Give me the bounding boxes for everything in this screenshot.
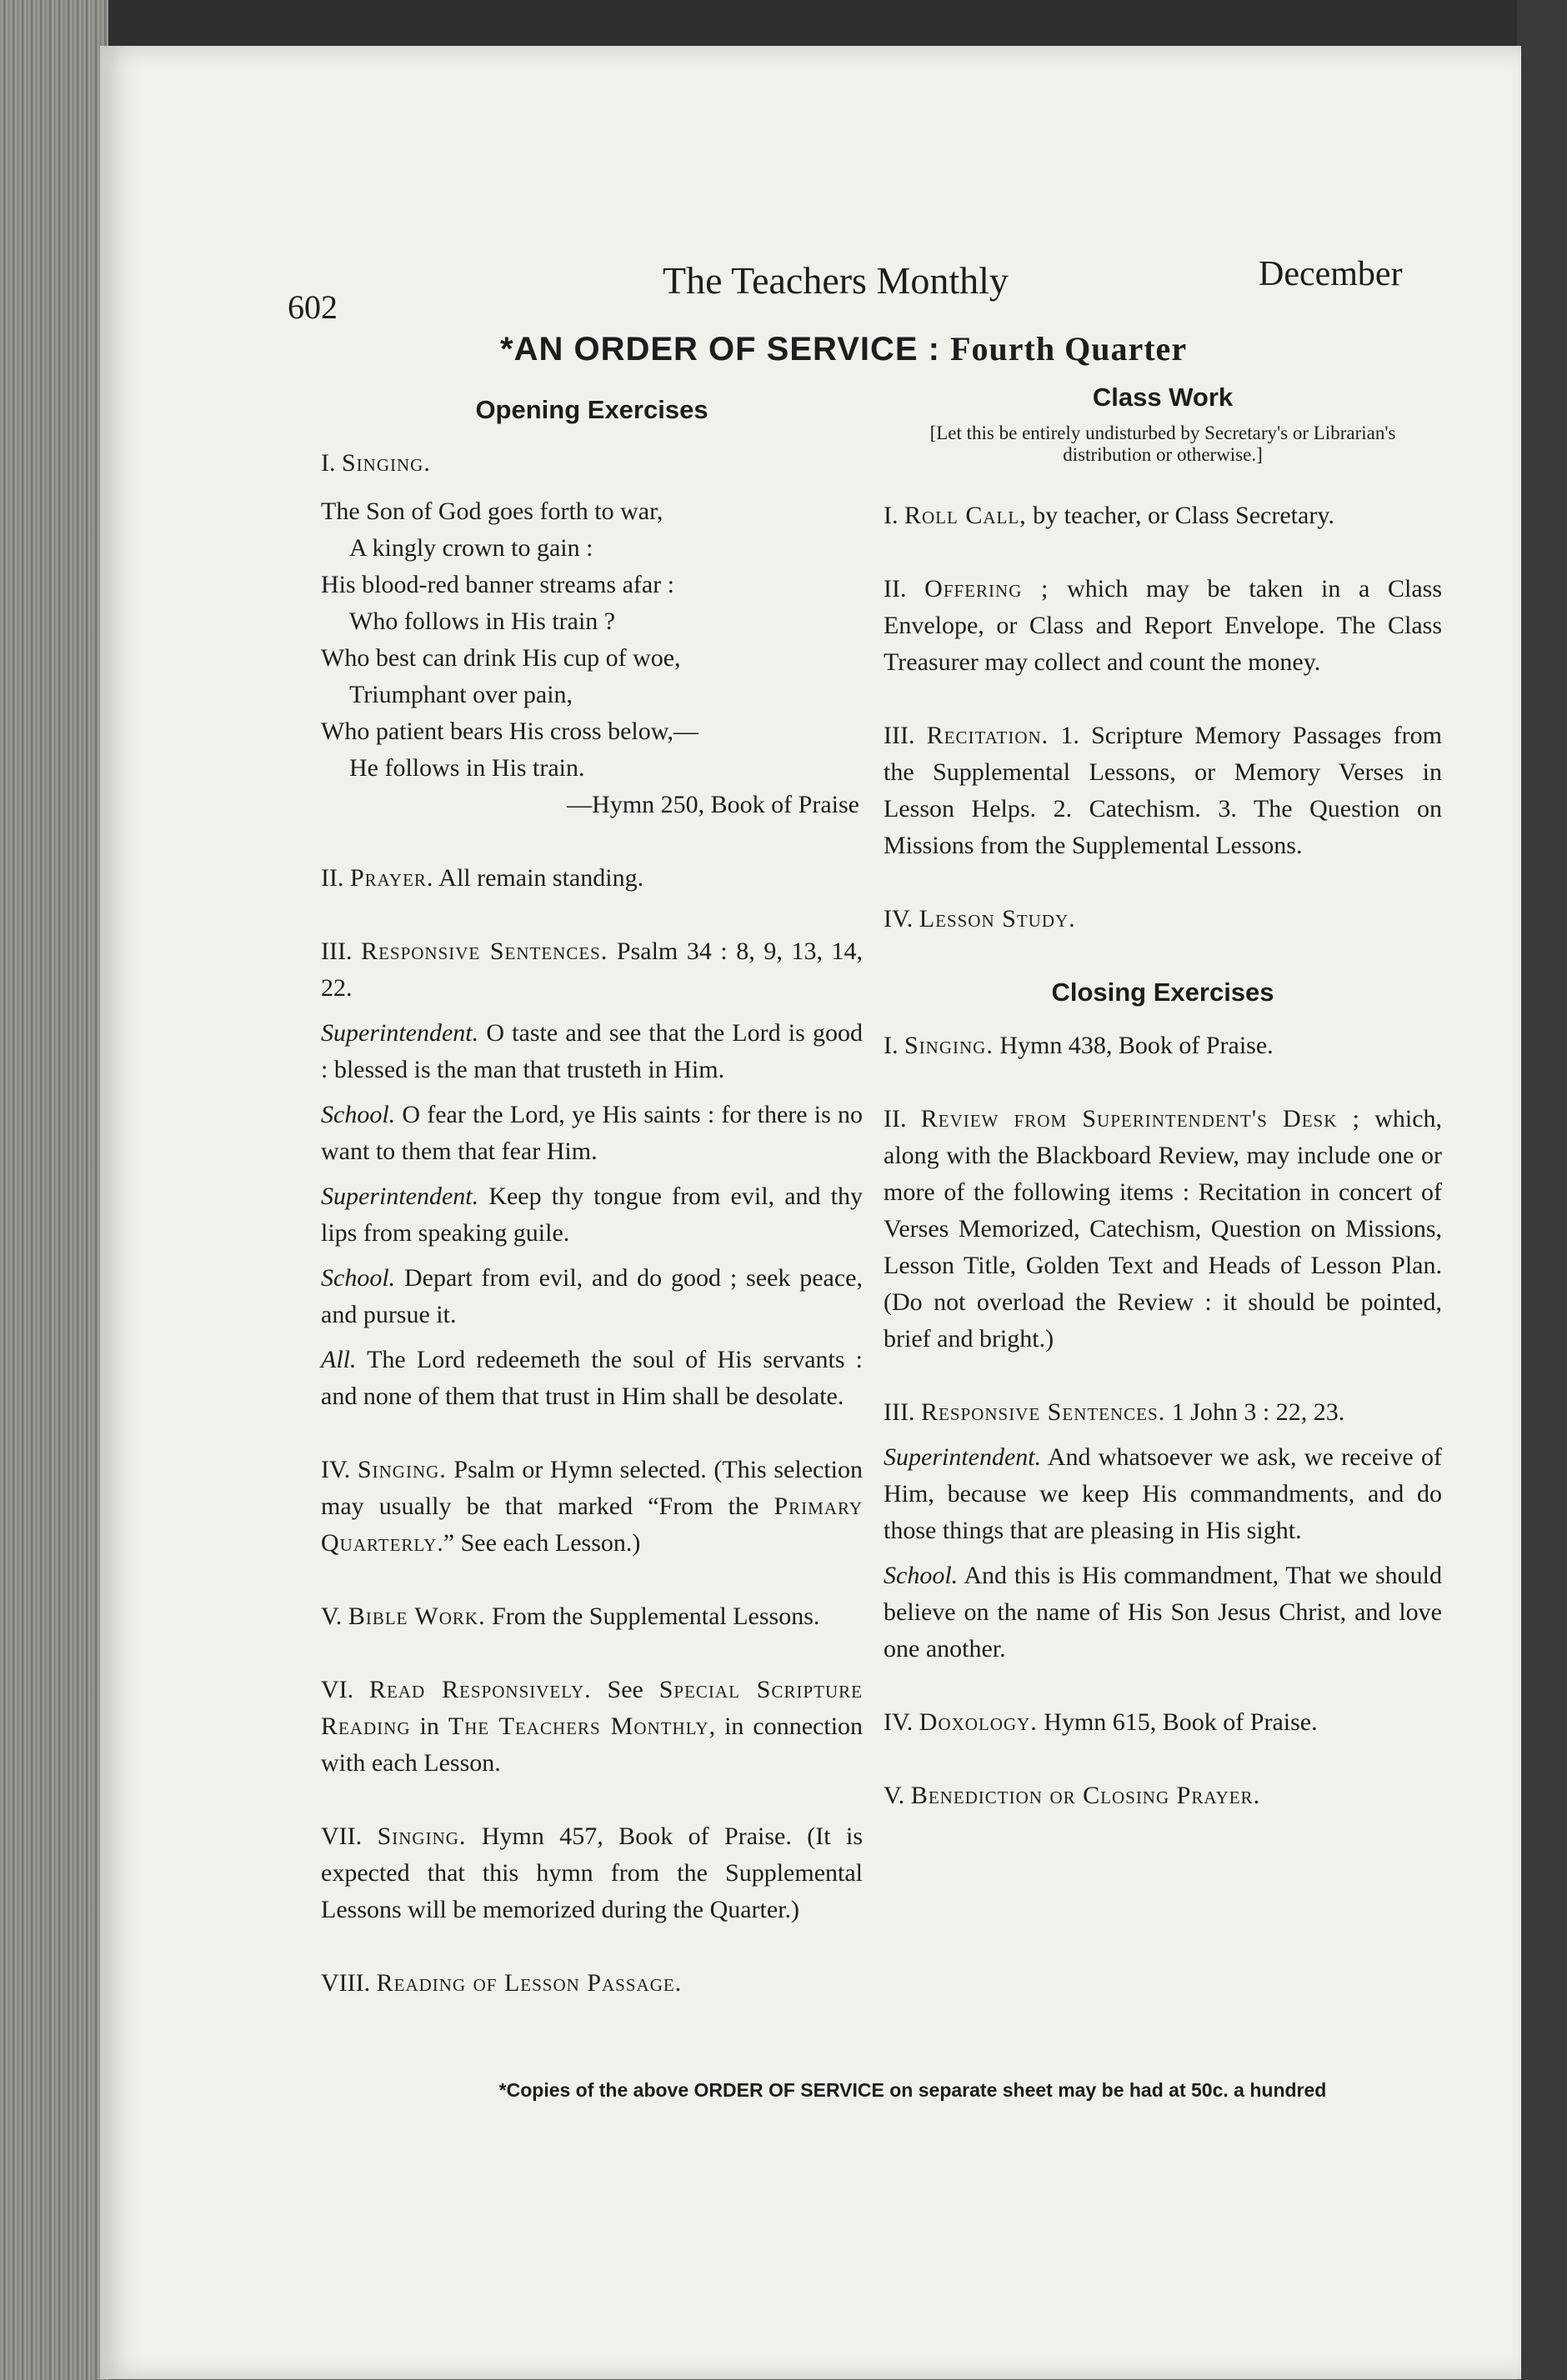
main-title-subtitle: Fourth Quarter xyxy=(950,330,1188,368)
item-text: Hymn 457, Book of Praise. (It is expected that this hymn from the Supplemental Lessons will be memorized during the Quarter.) xyxy=(321,1822,864,1923)
item-number: I. xyxy=(884,502,899,529)
speaker: Superintendent. xyxy=(321,1019,479,1047)
class-work-note: [Let this be entirely undisturbed by Secretary's or Librarian's distribution or otherwise.] xyxy=(929,422,1396,465)
responsive-sentence xyxy=(321,1260,863,1333)
item-label: Offering ; xyxy=(924,575,1049,602)
opening-item-4 xyxy=(321,1452,863,1562)
item-label: Doxology. xyxy=(919,1708,1038,1736)
verse-line: His blood-red banner streams afar : xyxy=(321,571,675,598)
verse-line: The Son of God goes forth to war, xyxy=(321,498,663,525)
item-text: All remain standing. xyxy=(438,864,644,892)
item-label: Responsive Sentences. xyxy=(361,938,608,965)
hymn-verse xyxy=(321,493,863,823)
item-label: Review from Superintendent's Desk ; xyxy=(920,1105,1360,1132)
closing-item-3 xyxy=(884,1394,1442,1431)
right-column xyxy=(884,379,1442,1814)
item-text: which may be taken in a Class Envelope, or Class and Report Envelope. The Class Treasurer may collect and count the money. xyxy=(884,575,1443,676)
verse-line: A kingly crown to gain : xyxy=(349,534,593,562)
book-page-edges xyxy=(0,0,108,2380)
item-number: VIII. xyxy=(321,1969,371,1997)
main-title xyxy=(500,329,1187,368)
item-text: , in connection with each Lesson. xyxy=(321,1712,864,1777)
item-number: II. xyxy=(321,864,344,892)
opening-item-3 xyxy=(321,933,863,1007)
class-work-heading: Class Work xyxy=(1092,382,1234,412)
item-text: Psalm 34 : 8, 9, 13, 14, 22. xyxy=(321,938,864,1002)
response-text: Keep thy tongue from evil, and thy lips from speaking guile. xyxy=(321,1182,864,1247)
responsive-sentence xyxy=(884,1439,1442,1549)
verse-line: Who patient bears His cross below,— xyxy=(321,718,698,745)
item-label: Recitation. xyxy=(926,722,1049,749)
speaker: School. xyxy=(884,1562,959,1589)
responsive-sentence xyxy=(321,1097,863,1170)
item-label: Singing. xyxy=(357,1456,447,1483)
item-label: Benediction or Closing Prayer. xyxy=(910,1782,1261,1809)
issue-month: December xyxy=(1259,255,1403,293)
item-number: II. xyxy=(884,1105,907,1132)
opening-item-5 xyxy=(321,1598,863,1635)
item-label: Prayer. xyxy=(349,864,434,892)
scan-right-border xyxy=(1517,0,1567,2380)
item-number: IV. xyxy=(884,905,914,932)
item-label: Read Responsively. xyxy=(369,1676,592,1703)
response-text: Depart from evil, and do good ; seek peace, and pursue it. xyxy=(321,1264,864,1328)
item-label: Singing. xyxy=(377,1822,467,1850)
item-text: in xyxy=(419,1712,439,1740)
closing-item-4 xyxy=(884,1704,1442,1741)
verse-line: Who follows in His train ? xyxy=(349,608,616,635)
item-number: II. xyxy=(884,575,907,602)
opening-exercises-heading: Opening Exercises xyxy=(475,395,708,424)
item-text: which, along with the Blackboard Review, may include one or more of the following items : Recitation in concert of Verses Memorized, Catechism, Question on Missions, Lesson Title, Golden Text and Heads of Lesson Plan. (Do not overload the Review : it should be pointed, brief and bright.) xyxy=(884,1105,1443,1352)
page-number: 602 xyxy=(288,288,338,326)
item-text: Hymn 615, Book of Praise. xyxy=(1044,1708,1318,1736)
item-number: III. xyxy=(884,722,915,749)
item-text: 1. Scripture Memory Passages from the Supplemental Lessons, or Memory Verses in Lesson Helps. 2. Catechism. 3. The Question on Missions from the Supplemental Lessons. xyxy=(884,722,1443,859)
response-text: The Lord redeemeth the soul of His servants : and none of them that trust in Him shall be desolate. xyxy=(321,1346,863,1410)
item-text: .” See each Lesson.) xyxy=(437,1529,641,1557)
item-text-smallcaps: The Teachers Monthly xyxy=(448,1712,709,1740)
left-column xyxy=(321,392,863,2002)
response-text: And whatsoever we ask, we receive of Him, because we keep His commandments, and do those things that are pleasing in His sight. xyxy=(884,1443,1442,1544)
closing-item-5 xyxy=(884,1778,1442,1814)
responsive-sentence xyxy=(321,1015,863,1088)
item-label: Responsive Sentences. xyxy=(920,1398,1166,1426)
main-title-text: *AN ORDER OF SERVICE : xyxy=(500,331,940,368)
item-label: Roll Call, xyxy=(904,502,1027,529)
responsive-sentence xyxy=(321,1342,863,1415)
response-text: O fear the Lord, ye His saints : for there is no want to them that fear Him. xyxy=(321,1101,864,1165)
closing-item-1 xyxy=(884,1028,1442,1064)
opening-item-2 xyxy=(321,860,863,897)
response-text: And this is His commandment, That we should believe on the name of His Son Jesus Christ, and love one another. xyxy=(884,1562,1442,1662)
classwork-item-2 xyxy=(884,571,1442,681)
responsive-sentence xyxy=(321,1178,863,1252)
classwork-item-1 xyxy=(884,498,1442,534)
footnote: *Copies of the above ORDER OF SERVICE on separate sheet may be had at 50c. a hundred xyxy=(498,2079,1327,2101)
closing-exercises-heading: Closing Exercises xyxy=(1051,978,1274,1007)
item-number: V. xyxy=(884,1782,905,1809)
verse-line: Triumphant over pain, xyxy=(349,681,573,708)
classwork-item-4 xyxy=(884,901,1442,938)
item-label: Reading of Lesson Passage. xyxy=(376,1969,683,1997)
item-text: Psalm or Hymn selected. (This selection may usually be that marked “From the xyxy=(321,1456,863,1520)
scan-top-border xyxy=(0,0,1567,50)
speaker: Superintendent. xyxy=(321,1182,479,1210)
item-number: III. xyxy=(321,938,353,965)
closing-item-2 xyxy=(884,1101,1442,1358)
item-text: by teacher, or Class Secretary. xyxy=(1033,502,1334,529)
item-label: Bible Work. xyxy=(348,1602,486,1630)
item-number: I. xyxy=(884,1032,899,1059)
responsive-sentence xyxy=(884,1558,1442,1668)
item-number: IV. xyxy=(321,1456,351,1483)
speaker: All. xyxy=(321,1346,357,1373)
item-label: Lesson Study. xyxy=(919,905,1076,932)
speaker: School. xyxy=(321,1101,396,1128)
verse-line: Who best can drink His cup of woe, xyxy=(321,644,681,672)
item-number: VI. xyxy=(321,1676,354,1703)
running-title: The Teachers Monthly xyxy=(663,259,1009,302)
item-text: From the Supplemental Lessons. xyxy=(492,1602,820,1630)
classwork-item-3 xyxy=(884,718,1442,864)
verse-line: He follows in His train. xyxy=(349,754,585,782)
item-number: V. xyxy=(321,1602,343,1630)
opening-item-7 xyxy=(321,1818,863,1928)
item-number: IV. xyxy=(884,1708,914,1736)
speaker: School. xyxy=(321,1264,396,1292)
opening-item-8 xyxy=(321,1965,863,2002)
item-text-smallcaps: Special Scripture Reading xyxy=(321,1676,863,1740)
hymn-citation: —Hymn 250, Book of Praise xyxy=(567,791,859,818)
speaker: Superintendent. xyxy=(884,1443,1042,1471)
item-text: Hymn 438, Book of Praise. xyxy=(999,1032,1274,1059)
opening-item-6 xyxy=(321,1672,863,1782)
item-text: 1 John 3 : 22, 23. xyxy=(1171,1398,1345,1426)
item-label: Singing. xyxy=(342,449,431,477)
item-text: See xyxy=(607,1676,643,1703)
item-number: VII. xyxy=(321,1822,363,1850)
opening-item-1 xyxy=(321,445,863,482)
response-text: O taste and see that the Lord is good : blessed is the man that trusteth in Him. xyxy=(321,1019,863,1083)
item-text-smallcaps: Primary Quarterly xyxy=(321,1492,864,1557)
item-number: I. xyxy=(321,449,336,477)
item-number: III. xyxy=(884,1398,915,1426)
item-label: Singing. xyxy=(904,1032,994,1059)
